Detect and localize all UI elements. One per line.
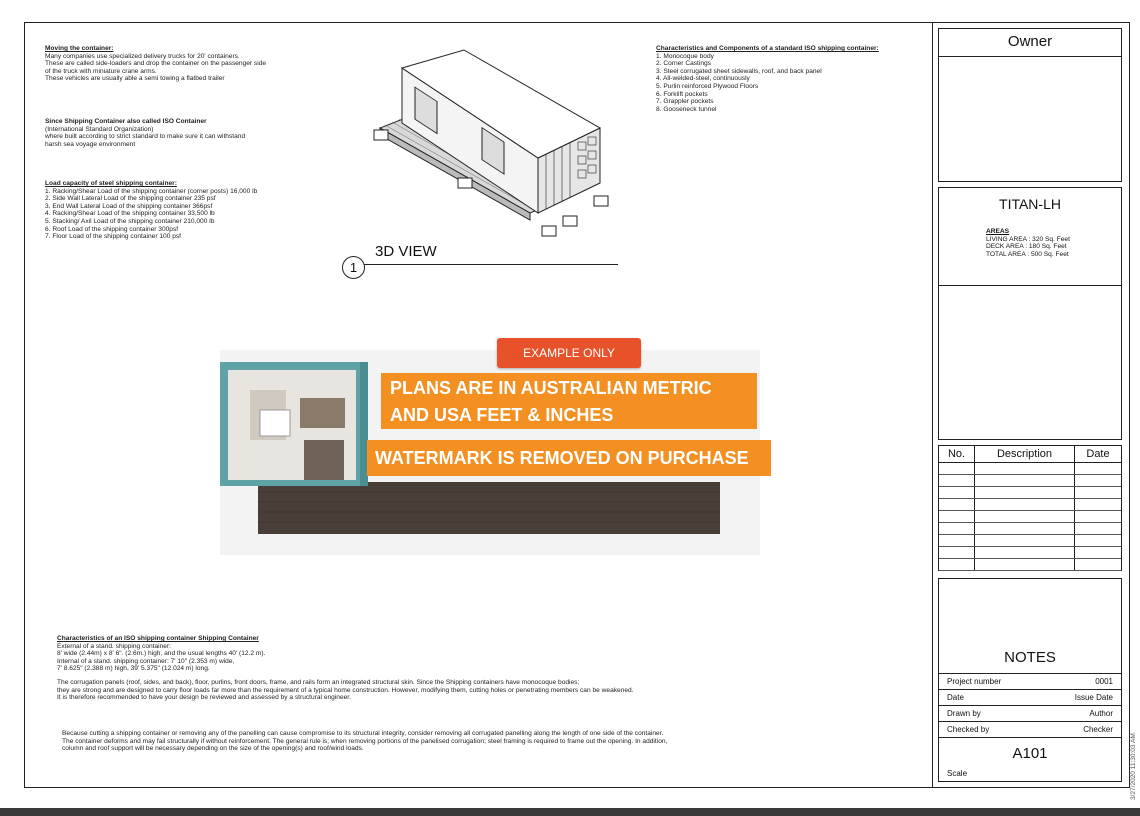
moving-heading: Moving the container: [45,45,114,52]
load-line: 1. Racking/Shear Load of the shipping container (corner posts) 16,000 lb [45,187,258,195]
characteristics-line: External of a stand. shipping container: [57,642,171,650]
characteristics-para-line: The corrugation panels (roof, sides, and back), floor, purlins, front doors, frame, and rails form an integrated structural skin. Since the Shipping containers have monocoque bodies; [57,678,580,686]
characteristics-line: Internal of a stand. shipping container: 7' 10" (2.353 m) wide, [57,657,235,665]
sheet-number-box [939,737,1121,780]
field-value: 0001 [1095,677,1113,686]
components-line: 8. Gooseneck tunnel [656,105,717,113]
revision-table-box [938,445,1122,571]
moving-line: These vehicles are usually able a semi towing a flatbed trailer [45,75,225,83]
moving-line: of the truck with miniature crane arms. [45,67,157,75]
example-only-badge: EXAMPLE ONLY [497,338,641,368]
notes-label: NOTES [1004,649,1056,666]
table-row [939,463,1121,475]
rev-col-description: Description [975,446,1075,463]
area-line: DECK AREA : 180 Sq. Feet [986,243,1067,251]
warning-line: Because cutting a shipping container or removing any of the panelling can cause compromise to its structural integrity, consider removing all corrugated panelling along the length of one side of the container. [62,730,664,737]
warning-line: column and roof support will be necessary depending on the size of the opening(s) and roof/wind loads. [62,745,364,753]
load-notes [45,180,257,241]
rev-col-no: No. [939,446,975,463]
print-timestamp: 3/27/2020 11:30:03 AM [1130,733,1137,800]
characteristics-heading: Characteristics of an ISO shipping container Shipping Container [57,635,259,642]
characteristics-para-line: they are strong and are designed to carry floor loads far more than the requirement of a typical home construction. However, modifying them, cutting holes or penetrating members can be weakened. [57,686,634,694]
components-notes [656,45,879,113]
load-line: 7. Floor Load of the shipping container 100 psf [45,233,181,241]
owner-box [938,28,1122,182]
sheet-number: A101 [1012,745,1048,762]
characteristics-line: 7' 8.625" (2.388 m) high, 39' 5.375" (12.024 m) long. [57,665,210,673]
field-value: Author [1089,709,1113,718]
iso-line: where built according to strict standard to make sure it can withstand [45,133,246,141]
field-key: Drawn by [947,709,981,718]
components-line: 4. All-welded-steel, continuously [656,75,750,83]
components-line: 6. Forklift pockets [656,90,708,98]
warning-line: The container deforms and may fail structurally if without reinforcement. The general rule is; when removing portions of the panelised corrugation; steel framing is required to frame out the opening. In addition, [62,737,668,745]
area-line: LIVING AREA : 320 Sq. Feet [986,235,1070,243]
watermark-banner: WATERMARK IS REMOVED ON PURCHASE [367,440,771,476]
table-row [939,475,1121,487]
components-line: 1. Monocoque body [656,52,714,60]
characteristics-line: 8' wide (2.44m) x 8' 6". (2.6m.) high, and the usual lengths 40' (12.2 m). [57,650,266,658]
components-line: 2. Corner Castings [656,60,711,68]
areas-list [986,228,1070,258]
moving-line: Many companies use specialized delivery trucks for 20' containers. [45,52,240,60]
load-heading: Load capacity of steel shipping container: [45,180,177,187]
load-line: 2. Side Wall Lateral Load of the shipping container 235 psf [45,195,216,203]
revision-table [939,446,1121,571]
components-line: 5. Purlin reinforced Plywood Floors [656,82,759,90]
project-name: TITAN-LH [999,196,1061,212]
bottom-bar [0,808,1140,816]
table-row [939,547,1121,559]
table-row [939,511,1121,523]
characteristics-para-line: It is therefore recommended to have your design be reviewed and assessed by a structural engineer. [57,694,351,702]
moving-notes [45,45,266,83]
iso-notes [45,118,245,148]
units-banner-line2: AND USA FEET & INCHES [390,405,614,425]
drawn-by-row [939,705,1121,721]
project-number-row [939,673,1121,689]
field-key: Project number [947,677,1002,686]
load-line: 5. Stacking/ Axil Load of the shipping container 210,000 lb [45,217,215,225]
owner-label: Owner [939,29,1121,57]
table-row [939,535,1121,547]
moving-line: These are called side-loaders and drop the container on the passenger side [45,60,267,68]
warning-notes [62,730,667,753]
checked-by-row [939,721,1121,737]
view-number: 1 [342,256,365,279]
field-key: Date [947,693,964,702]
load-line: 3. End Wall Lateral Load of the shipping container 366psf [45,202,213,210]
load-line: 6. Roof Load of the shipping container 300psf [45,225,179,233]
field-value: Checker [1083,725,1113,734]
table-row [939,487,1121,499]
iso-line: (International Standard Organization) [45,125,154,133]
blank-box [938,286,1122,440]
iso-line: harsh sea voyage environment [45,140,136,148]
container-3d-drawing [370,48,610,243]
rev-col-date: Date [1075,446,1122,463]
table-row [939,499,1121,511]
table-row [939,523,1121,535]
areas-heading: AREAS [986,228,1010,235]
components-line: 7. Grappler pockets [656,98,714,106]
area-line: TOTAL AREA : 500 Sq. Feet [986,250,1069,258]
load-line: 4. Racking/Shear Load of the shipping container 33,500 lb [45,210,215,218]
notes-box [938,578,1122,782]
field-value: Issue Date [1074,693,1113,702]
scale-label: Scale [947,769,968,778]
components-heading: Characteristics and Components of a standard ISO shipping container: [656,45,879,52]
project-box [938,187,1122,286]
characteristics-notes [57,635,634,702]
components-line: 3. Steel corrugated sheet sidewalls, roof, and back panel [656,67,822,75]
field-key: Checked by [947,725,990,734]
view-underline [364,264,618,265]
units-banner-line1: PLANS ARE IN AUSTRALIAN METRIC [390,378,712,398]
units-banner [381,373,757,429]
table-row [939,559,1121,571]
view-label: 3D VIEW [375,243,437,260]
iso-heading: Since Shipping Container also called ISO Container [45,118,207,125]
date-row [939,689,1121,705]
